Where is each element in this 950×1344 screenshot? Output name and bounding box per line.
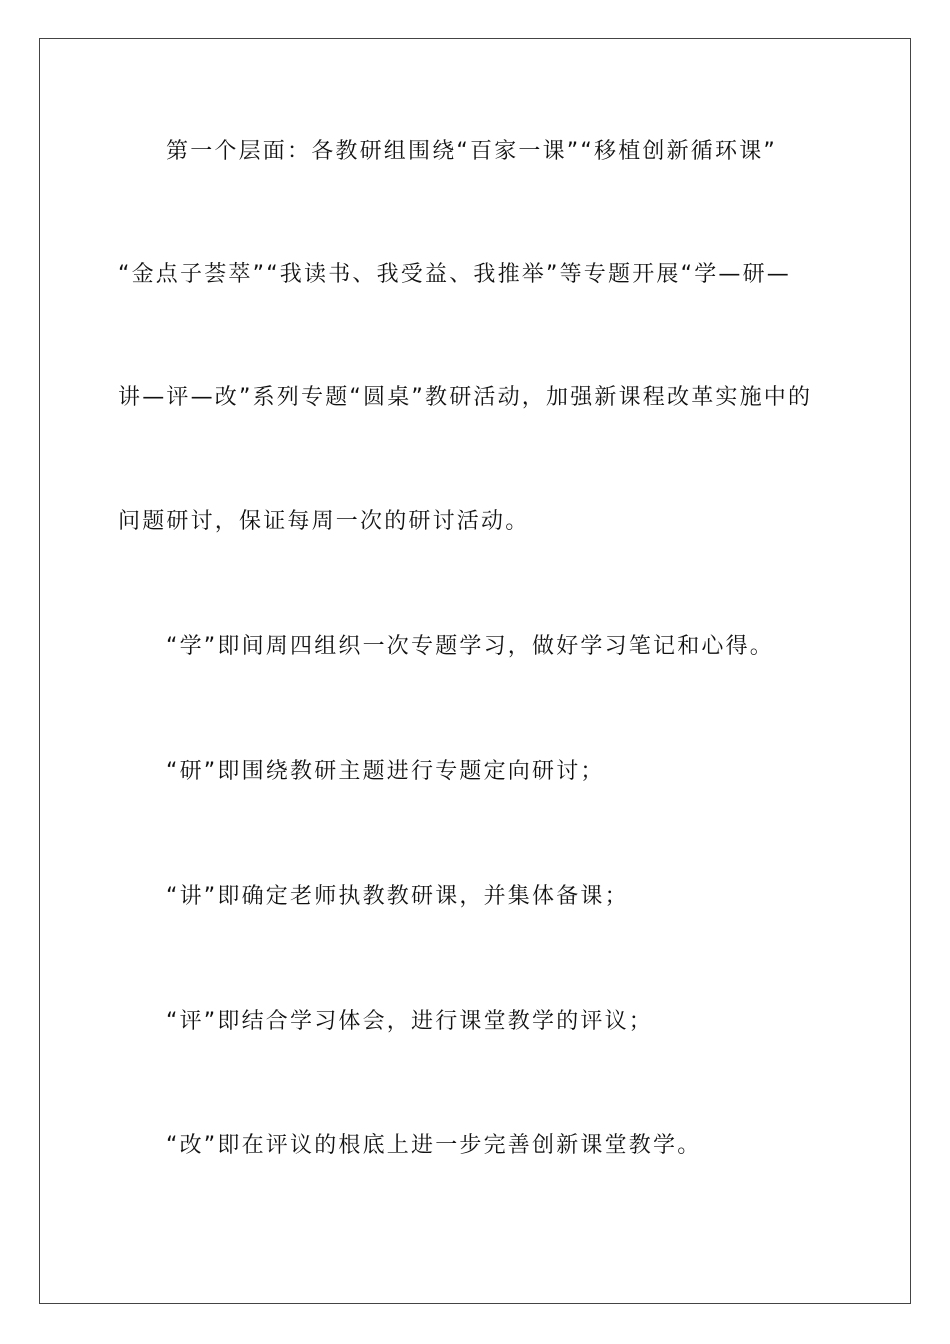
paragraph-1-line-4: 问题研讨，保证每周一次的研讨活动。 <box>118 509 530 534</box>
paragraph-1-line-3: 讲—评—改”系列专题“圆桌”教研活动，加强新课程改革实施中的 <box>118 385 813 410</box>
item-jiang: “讲”即确定老师执教教研课，并集体备课； <box>166 884 629 909</box>
document-body <box>118 0 838 1344</box>
paragraph-1-line-2: “金点子荟萃”“我读书、我受益、我推举”等专题开展“学—研— <box>118 262 791 287</box>
paragraph-1-line-1: 第一个层面：各教研组围绕“百家一课”“移植创新循环课” <box>166 139 777 164</box>
item-yan: “研”即围绕教研主题进行专题定向研讨； <box>166 759 605 784</box>
item-xue: “学”即间周四组织一次专题学习，做好学习笔记和心得。 <box>166 634 774 659</box>
item-gai: “改”即在评议的根底上进一步完善创新课堂教学。 <box>166 1133 702 1158</box>
item-ping: “评”即结合学习体会，进行课堂教学的评议； <box>166 1009 653 1034</box>
